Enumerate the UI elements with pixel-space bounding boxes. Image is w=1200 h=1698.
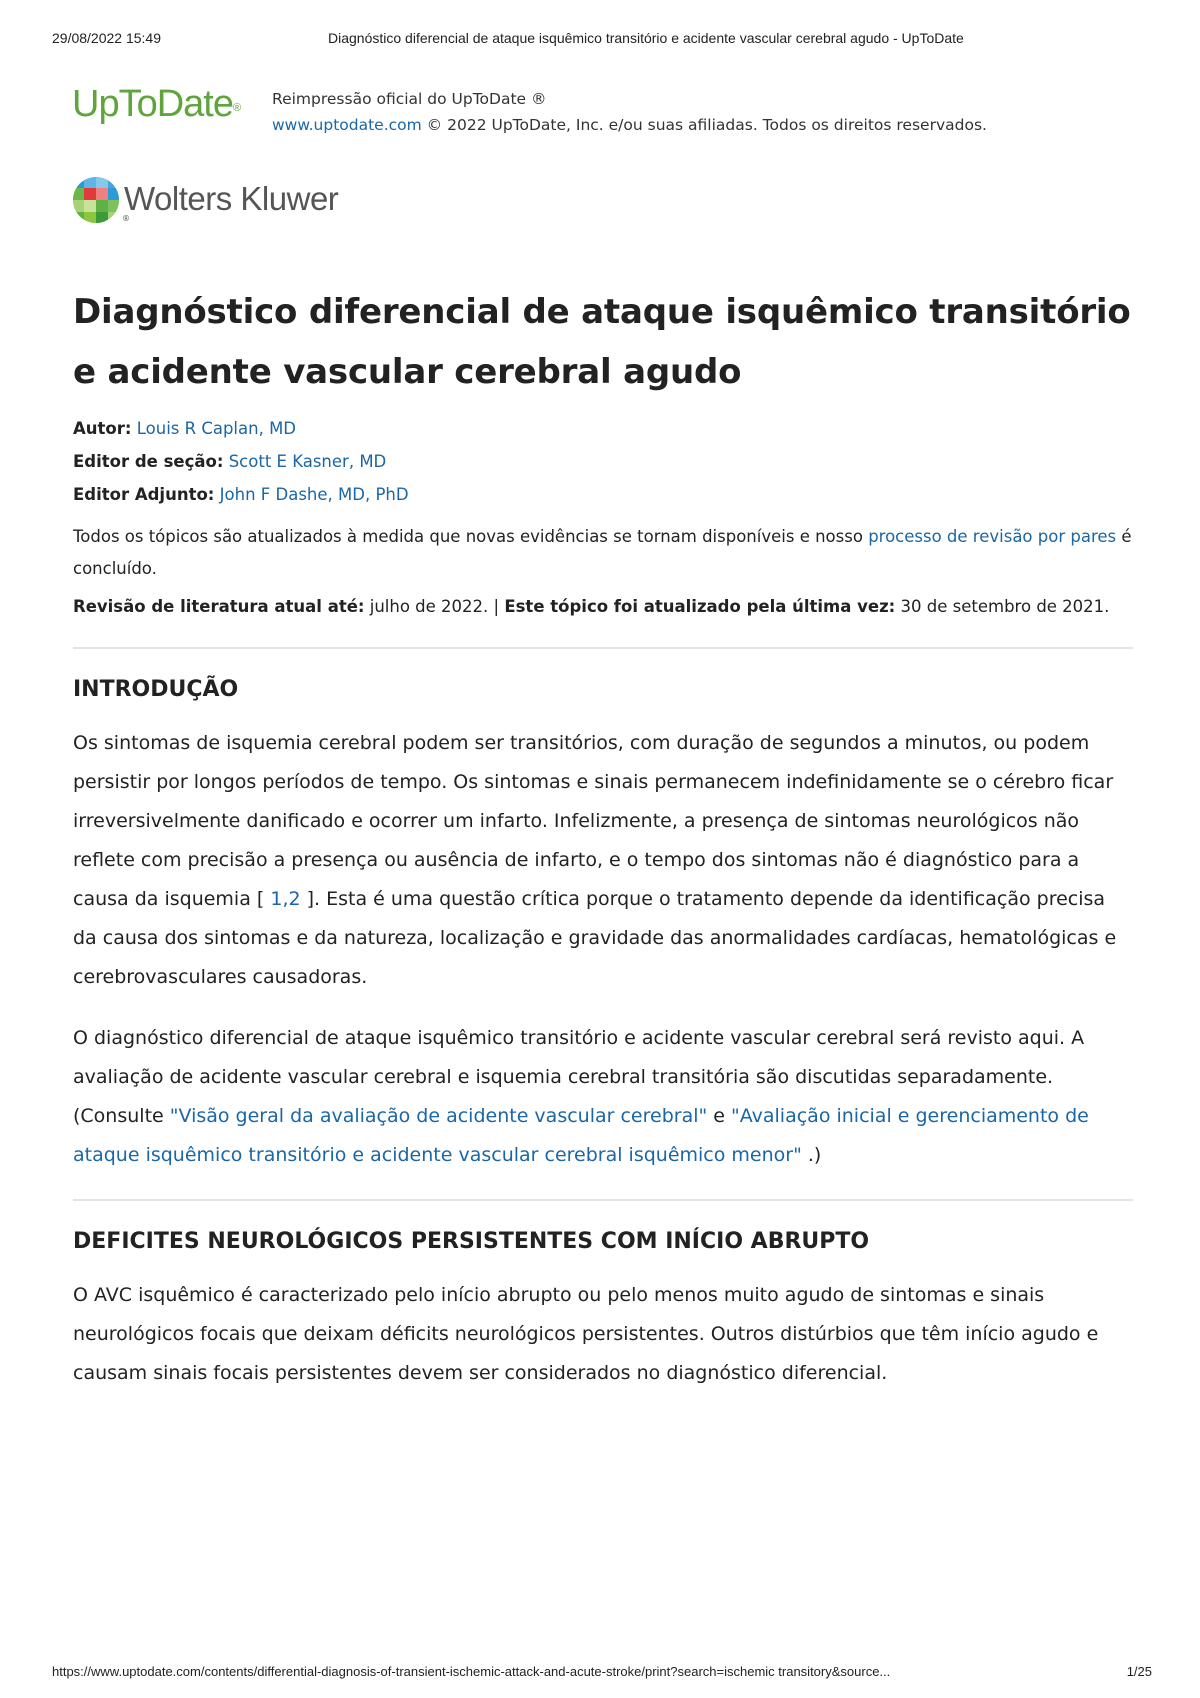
intro-p1-text-end: ]. Esta é uma questão crítica porque o tratamento depende da identificação precisa da causa dos sintomas e da natureza, localização e gravidade das anormalidades cardíacas, hematológicas e cerebrovasculares causadoras. [73,888,1117,988]
deficits-paragraph-1: O AVC isquêmico é caracterizado pelo início abrupto ou pelo menos muito agudo de sintomas e sinais neurológicos focais que deixam déficits neurológicos persistentes. Outros distúrbios que têm início agudo e causam sinais focais persistentes devem ser considerados no diagnóstico diferencial. [73,1284,1099,1384]
peer-review-process-link[interactable]: processo de revisão por pares [868,527,1117,546]
review-label: Revisão de literatura atual até: [73,597,365,616]
uptodate-site-link[interactable]: www.uptodate.com [272,116,422,134]
intro-paragraph-2 [73,1019,1133,1175]
intro-p2-conjunction: e [707,1105,732,1127]
copyright-line [272,112,987,138]
uptodate-logo[interactable] [72,82,240,126]
uptodate-logo-reg: ® [232,102,241,114]
intro-paragraph-1 [73,724,1133,997]
article-credits [73,412,1133,511]
section-divider [73,647,1133,649]
print-doc-title: Diagnóstico diferencial de ataque isquêmico transitório e acidente vascular cerebral agudo - UpToDate [328,30,964,46]
section-editor-link[interactable]: Scott E Kasner, MD [228,452,387,471]
review-value: julho de 2022. | [364,597,505,616]
article-title: Diagnóstico diferencial de ataque isquêmico transitório e acidente vascular cerebral agudo [73,292,1131,392]
brand-header [72,82,1160,142]
review-dates [73,591,1133,623]
wolters-kluwer-globe-icon [72,176,120,224]
author-label: Autor: [73,419,132,438]
topic-link-tia-management[interactable]: "Avaliação inicial e gerenciamento de ataque isquêmico transitório e acidente vascular cerebral isquêmico menor" [73,1105,1089,1166]
reprint-line: Reimpressão oficial do UpToDate ® [272,90,547,108]
intro-p2-text: O diagnóstico diferencial de ataque isquêmico transitório e acidente vascular cerebral será revisto aqui. A avaliação de acidente vascular cerebral e isquemia cerebral transitória são discutidas separadamente. (Consulte [73,1027,1085,1127]
intro-p1-text: Os sintomas de isquemia cerebral podem ser transitórios, com duração de segundos a minutos, ou podem persistir por longos períodos de tempo. Os sintomas e sinais permanecem indefinidamente se o cérebro ficar irreversivelmente danificado e ocorrer um infarto. Infelizmente, a presença de sintomas neurológicos não reflete com precisão a presença ou ausência de infarto, e o tempo dos sintomas não é diagnóstico para a causa da isquemia [ [73,732,1114,910]
copyright-text: © 2022 UpToDate, Inc. e/ou suas afiliadas. Todos os direitos reservados. [421,116,987,134]
article-content [73,282,1133,1415]
print-date: 29/08/2022 15:49 [52,30,161,46]
publisher-name: Wolters Kluwer [124,180,339,217]
section-editor-row [73,445,1133,478]
publisher-reg: ® [122,214,130,223]
deficits-heading: DEFICITES NEUROLÓGICOS PERSISTENTES COM INÍCIO ABRUPTO [73,1229,870,1254]
author-link[interactable]: Louis R Caplan, MD [136,419,297,438]
reference-link[interactable]: 1,2 [270,888,301,910]
peer-review-note [73,521,1133,585]
deputy-editor-label: Editor Adjunto: [73,485,215,504]
reprint-notice [272,86,987,138]
print-url: https://www.uptodate.com/contents/differential-diagnosis-of-transient-ischemic-attack-and-acute-stroke/print?search=ischemic transitory&source... [52,1664,891,1679]
updated-label: Este tópico foi atualizado pela última vez: [504,597,896,616]
topic-link-stroke-evaluation[interactable]: "Visão geral da avaliação de acidente vascular cerebral" [169,1105,708,1127]
intro-heading: INTRODUÇÃO [73,677,239,702]
page-number: 1/25 [1126,1664,1152,1679]
section-divider [73,1199,1133,1201]
deputy-editor-row [73,478,1133,511]
uptodate-logo-text: UpToDate [72,83,233,125]
deputy-editor-link[interactable]: John F Dashe, MD, PhD [219,485,409,504]
peer-review-note-text: Todos os tópicos são atualizados à medida que novas evidências se tornam disponíveis e nosso [73,527,869,546]
intro-p2-text-end: .) [801,1144,822,1166]
updated-value: 30 de setembro de 2021. [895,597,1110,616]
peer-review-note-end: é concluído. [73,527,1132,578]
section-editor-label: Editor de seção: [73,452,224,471]
author-row [73,412,1133,445]
